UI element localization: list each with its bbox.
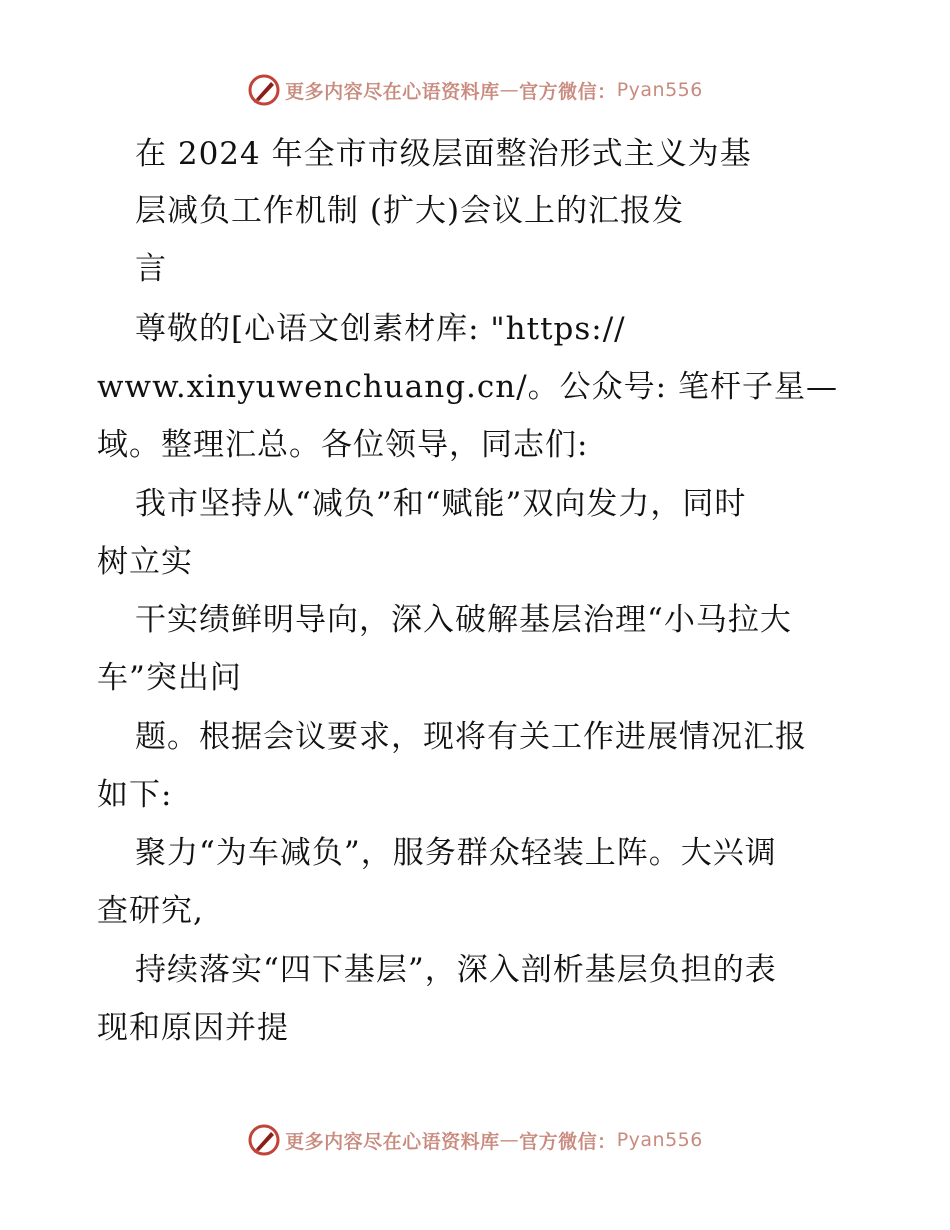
title-line-2: 层减负工作机制 (扩大)会议上的汇报发 [135,193,685,229]
body-line: 干实绩鲜明导向，深入破解基层治理“小马拉大 [135,602,792,638]
body-line: 题。根据会议要求，现将有关工作进展情况汇报 [135,719,807,755]
pen-logo-icon [247,1123,281,1157]
title-line-1: 在 2024 年全市市级层面整治形式主义为基 [135,136,752,172]
banner-text: 更多内容尽在心语资料库 [285,80,500,103]
body-line: 查研究, [97,893,204,929]
body-line: 现和原因并提 [97,1010,289,1046]
title-line-3: 言 [135,251,167,287]
header-watermark-banner [0,70,950,110]
banner-id: Pyan556 [616,79,703,101]
banner-text: 更多内容尽在心语资料库 [285,1130,500,1153]
banner-id: Pyan556 [616,1129,703,1151]
body-line: 尊敬的[心语文创素材库: "https:// [135,311,626,347]
banner-separator: — [499,79,520,101]
body-line: 聚力“为车减负”，服务群众轻装上阵。大兴调 [135,835,777,871]
body-line: 域。整理汇总。各位领导，同志们: [97,427,589,463]
body-line: 持续落实“四下基层”，深入剖析基层负担的表 [135,952,777,988]
body-line: 树立实 [97,544,193,580]
banner-separator: — [499,1129,520,1151]
pen-logo-icon [247,73,281,107]
banner-contact: 官方微信： [519,80,617,103]
body-line: www.xinyuwenchuang.cn/。公众号: 笔杆子星— [97,369,838,405]
footer-watermark-banner [0,1120,950,1160]
banner-contact: 官方微信： [519,1130,617,1153]
body-line: 我市坚持从“减负”和“赋能”双向发力，同时 [135,486,747,522]
body-line: 车”突出问 [97,660,242,696]
body-line: 如下: [97,777,173,813]
